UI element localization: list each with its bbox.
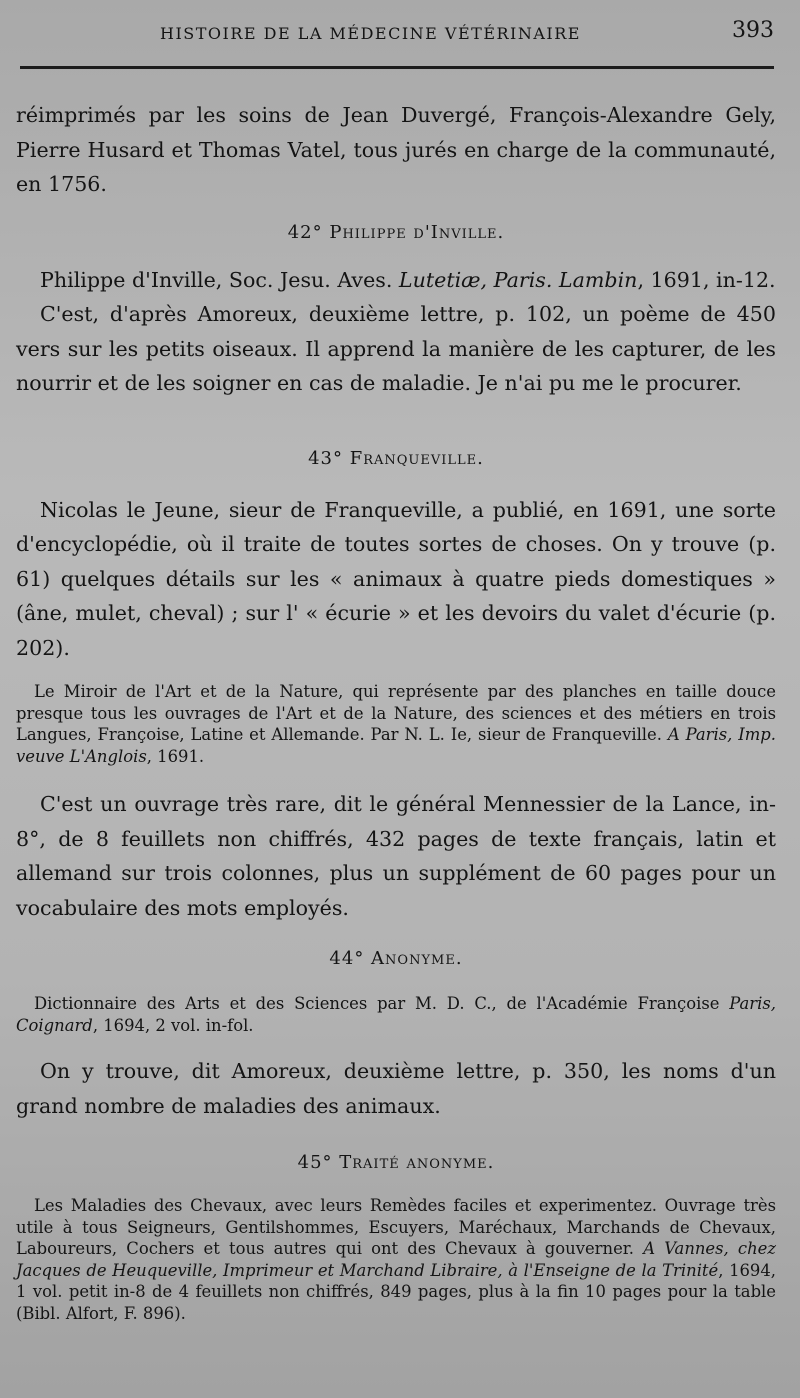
book-title-text: Dictionnaire des Arts et des Sciences par M. D. C., de l'Académie Françoise	[34, 994, 730, 1013]
book-title-text: Les Maladies des Chevaux, avec leurs Remèdes faciles et experimentez. Ouvrage très utile à tous Seigneurs, Gentilshommes, Escuyers, Maréchaux, Marchands de Chevaux, Laboureurs, Cochers et tous autres qui ont des Chevaux à gouverner.	[16, 1196, 776, 1258]
paragraph-42-citation	[16, 263, 776, 298]
section-heading-42: 42° Philippe d'Inville.	[287, 221, 505, 243]
body-text	[16, 98, 776, 1324]
section-heading-45: 45° Traité anonyme.	[297, 1152, 495, 1173]
paragraph-44-description: On y trouve, dit Amoreux, deuxième lettre, p. 350, les noms d'un grand nombre de maladies des animaux.	[16, 1059, 776, 1118]
page-number: 393	[732, 18, 774, 43]
book-title-text: Le Miroir de l'Art et de la Nature, qui représente par des planches en taille douce presque tous les ouvrages de l'Art et de la Nature, des sciences et des métiers en trois Langues, Françoise, Latine et Allemande. Par N. L. Ie, sieur de Franqueville.	[16, 682, 776, 744]
book-imprint: Paris, Coignard	[16, 994, 776, 1035]
paragraph-44-title	[16, 993, 776, 1036]
citation-imprint: Lutetiæ, Paris. Lambin	[398, 267, 638, 292]
running-head	[0, 18, 800, 48]
paragraph-42-description: C'est, d'après Amoreux, deuxième lettre, p. 102, un poème de 450 vers sur les petits oiseaux. Il apprend la manière de les capturer, de les nourrir et de les soigner en cas de maladie. Je n'ai pu me le procurer.	[16, 302, 776, 395]
paragraph-continuation: réimprimés par les soins de Jean Duvergé, François-Alexandre Gely, Pierre Husard et Thomas Vatel, tous jurés en charge de la communauté, en 1756.	[16, 103, 776, 196]
section-heading-43: 43° Franqueville.	[308, 447, 484, 469]
paragraph-43-intro: Nicolas le Jeune, sieur de Franqueville, a publié, en 1691, une sorte d'encyclopédie, où il traite de toutes sortes de choses. On y trouve (p. 61) quelques détails sur les « animaux à quatre pieds domestiques » (âne, mulet, cheval) ; sur l' « écurie » et les devoirs du valet d'écurie (p. 202).	[16, 497, 776, 660]
book-imprint-end: , 1694, 1 vol. petit in-8 de 4 feuillets non chiffrés, 849 pages, plus à la fin 10 pages pour la table (Bibl. Alfort, F. 896).	[16, 1260, 776, 1323]
paragraph-45-title	[16, 1195, 776, 1324]
citation-end: , 1691, in-12.	[637, 267, 776, 292]
header-rule	[20, 66, 774, 69]
book-imprint: A Paris, Imp. veuve L'Anglois	[16, 725, 776, 766]
book-imprint-end: , 1691.	[146, 746, 205, 766]
citation-text: Philippe d'Inville, Soc. Jesu. Aves.	[40, 267, 399, 292]
section-heading-44: 44° Anonyme.	[329, 948, 463, 969]
book-imprint-end: , 1694, 2 vol. in-fol.	[92, 1015, 254, 1035]
paragraph-43-description: C'est un ouvrage très rare, dit le général Mennessier de la Lance, in-8°, de 8 feuillets non chiffrés, 432 pages de texte français, latin et allemand sur trois colonnes, plus un supplément de 60 pages pour un vocabulaire des mots employés.	[16, 792, 776, 920]
book-imprint: A Vannes, chez Jacques de Heuqueville, Imprimeur et Marchand Libraire, à l'Enseigne de la Trinité	[16, 1239, 776, 1280]
paragraph-43-title	[16, 681, 776, 767]
running-title: HISTOIRE DE LA MÉDECINE VÉTÉRINAIRE	[160, 24, 581, 43]
